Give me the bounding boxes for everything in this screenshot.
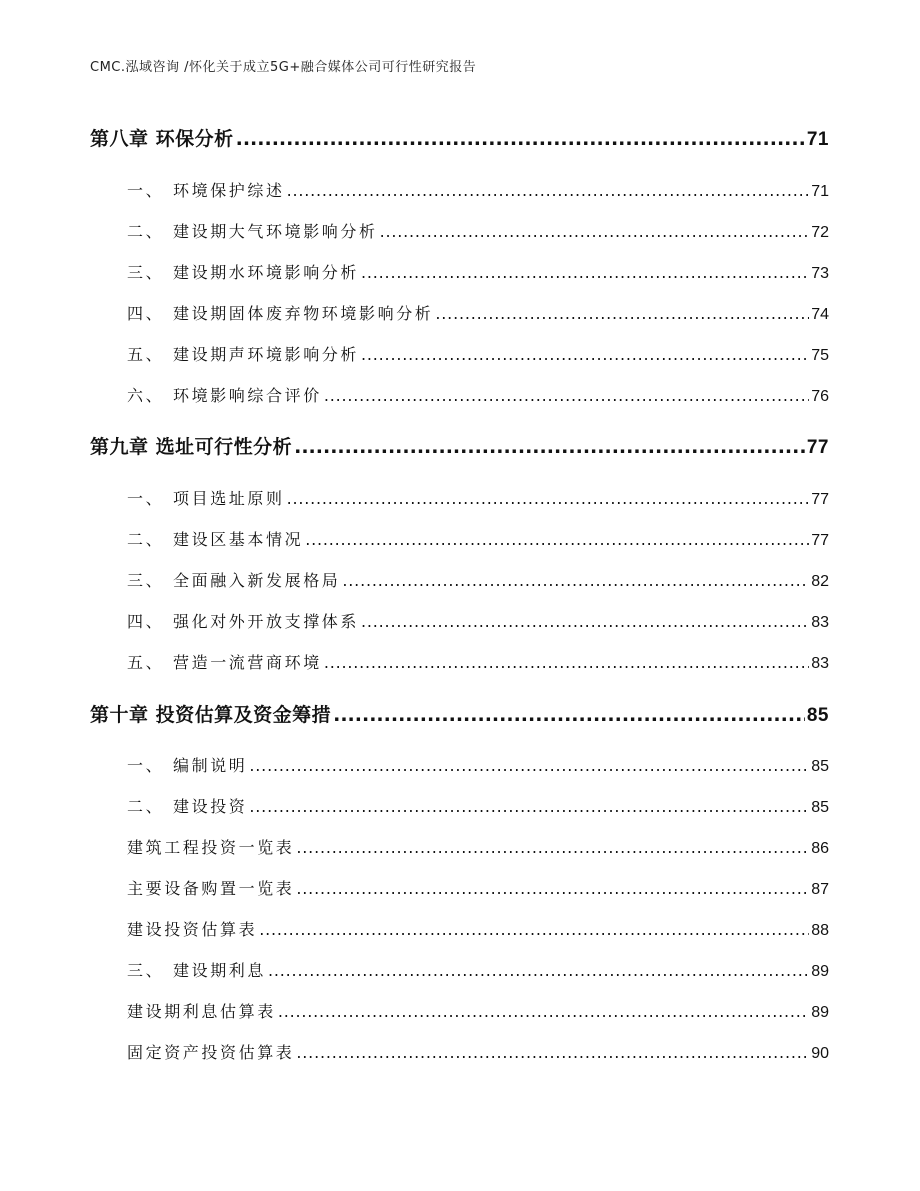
dot-leader <box>268 961 809 980</box>
toc-page-number: 85 <box>806 705 829 726</box>
toc-section-number: 一、 <box>127 756 165 775</box>
toc-section-number: 二、 <box>127 222 165 241</box>
toc-entry-title: 第九章 选址可行性分析 <box>90 436 293 458</box>
toc-chapter-9[interactable] <box>90 432 829 459</box>
toc-entry-title: 环境保护综述 <box>173 181 285 200</box>
dot-leader <box>324 386 809 405</box>
toc-section-number: 二、 <box>127 797 165 816</box>
toc-section[interactable] <box>127 527 829 550</box>
toc-section-number: 五、 <box>127 653 165 672</box>
dot-leader <box>361 263 809 282</box>
toc-entry-title: 建设期利息估算表 <box>127 1002 276 1021</box>
toc-page-number: 71 <box>806 129 829 150</box>
dot-leader <box>287 489 810 508</box>
dot-leader <box>296 879 809 898</box>
dot-leader <box>259 920 809 939</box>
toc-entry-title: 主要设备购置一览表 <box>127 879 295 898</box>
toc-entry-title: 环境影响综合评价 <box>173 386 322 405</box>
toc-entry-title: 建设期固体废弃物环境影响分析 <box>173 304 434 323</box>
toc-page-number: 86 <box>811 840 829 857</box>
dot-leader <box>342 571 809 590</box>
dot-leader <box>236 128 805 150</box>
toc-page-number: 83 <box>811 655 829 672</box>
toc-page-number: 90 <box>811 1045 829 1062</box>
toc-page-number: 88 <box>811 922 829 939</box>
dot-leader <box>361 612 809 631</box>
toc-table-entry[interactable] <box>127 917 829 940</box>
dot-leader <box>287 181 810 200</box>
toc-page-number: 73 <box>811 265 829 282</box>
dot-leader <box>305 530 809 549</box>
running-header: CMC.泓域咨询 /怀化关于成立5G+融合媒体公司可行性研究报告 <box>90 60 477 75</box>
dot-leader <box>296 838 809 857</box>
toc-entry-title: 建设区基本情况 <box>173 530 304 549</box>
toc-page-number: 71 <box>811 183 829 200</box>
toc-section[interactable] <box>127 301 829 324</box>
dot-leader <box>380 222 810 241</box>
toc-table-entry[interactable] <box>127 1040 829 1063</box>
toc-page-number: 85 <box>811 799 829 816</box>
toc-section-number: 四、 <box>127 304 165 323</box>
toc-page-number: 83 <box>811 614 829 631</box>
dot-leader <box>333 704 805 726</box>
toc-chapter-8[interactable] <box>90 124 829 151</box>
toc-entry-title: 建筑工程投资一览表 <box>127 838 295 857</box>
toc-section-number: 三、 <box>127 571 165 590</box>
dot-leader <box>249 756 809 775</box>
toc-chapter-10[interactable] <box>90 700 829 727</box>
toc-entry-title: 全面融入新发展格局 <box>173 571 341 590</box>
dot-leader <box>278 1002 809 1021</box>
toc-entry-title: 第十章 投资估算及资金筹措 <box>90 704 332 726</box>
toc-page-number: 87 <box>811 881 829 898</box>
toc-entry-title: 建设期大气环境影响分析 <box>173 222 378 241</box>
toc-entry-title: 第八章 环保分析 <box>90 128 234 150</box>
toc-section[interactable] <box>127 219 829 242</box>
toc-section[interactable] <box>127 342 829 365</box>
toc-page-number: 89 <box>811 1004 829 1021</box>
toc-table-entry[interactable] <box>127 835 829 858</box>
toc-page-number: 76 <box>811 388 829 405</box>
toc-section[interactable] <box>127 486 829 509</box>
toc-section[interactable] <box>127 383 829 406</box>
toc-section[interactable] <box>127 609 829 632</box>
toc-section-number: 一、 <box>127 181 165 200</box>
toc-entry-title: 项目选址原则 <box>173 489 285 508</box>
toc-section[interactable] <box>127 650 829 673</box>
toc-section-number: 二、 <box>127 530 165 549</box>
dot-leader <box>435 304 809 323</box>
toc-page-number: 82 <box>811 573 829 590</box>
toc-page-number: 77 <box>806 437 829 458</box>
toc-entry-title: 固定资产投资估算表 <box>127 1043 295 1062</box>
toc-section[interactable] <box>127 260 829 283</box>
toc-entry-title: 建设投资估算表 <box>127 920 258 939</box>
toc-entry-title: 建设期利息 <box>173 961 267 980</box>
toc-page-number: 85 <box>811 758 829 775</box>
toc-page-number: 75 <box>811 347 829 364</box>
toc-section-number: 五、 <box>127 345 165 364</box>
toc-section[interactable] <box>127 753 829 776</box>
dot-leader <box>249 797 809 816</box>
toc-page-number: 74 <box>811 306 829 323</box>
dot-leader <box>296 1043 809 1062</box>
toc-table-entry[interactable] <box>127 876 829 899</box>
toc-section[interactable] <box>127 178 829 201</box>
toc-table-entry[interactable] <box>127 999 829 1022</box>
toc-entry-title: 营造一流营商环境 <box>173 653 322 672</box>
toc-entry-title: 建设投资 <box>173 797 248 816</box>
toc-section-number: 四、 <box>127 612 165 631</box>
toc-section[interactable] <box>127 958 829 981</box>
toc-section-number: 三、 <box>127 263 165 282</box>
toc-section[interactable] <box>127 794 829 817</box>
toc-page-number: 77 <box>811 491 829 508</box>
toc-page-number: 77 <box>811 532 829 549</box>
dot-leader <box>324 653 809 672</box>
toc-entry-title: 编制说明 <box>173 756 248 775</box>
dot-leader <box>361 345 809 364</box>
toc-section-number: 三、 <box>127 961 165 980</box>
toc-entry-title: 建设期水环境影响分析 <box>173 263 360 282</box>
toc-section[interactable] <box>127 568 829 591</box>
toc-entry-title: 强化对外开放支撑体系 <box>173 612 360 631</box>
toc-page-number: 89 <box>811 963 829 980</box>
toc-entry-title: 建设期声环境影响分析 <box>173 345 360 364</box>
toc-section-number: 一、 <box>127 489 165 508</box>
dot-leader <box>294 436 805 458</box>
toc-page-number: 72 <box>811 224 829 241</box>
toc-section-number: 六、 <box>127 386 165 405</box>
